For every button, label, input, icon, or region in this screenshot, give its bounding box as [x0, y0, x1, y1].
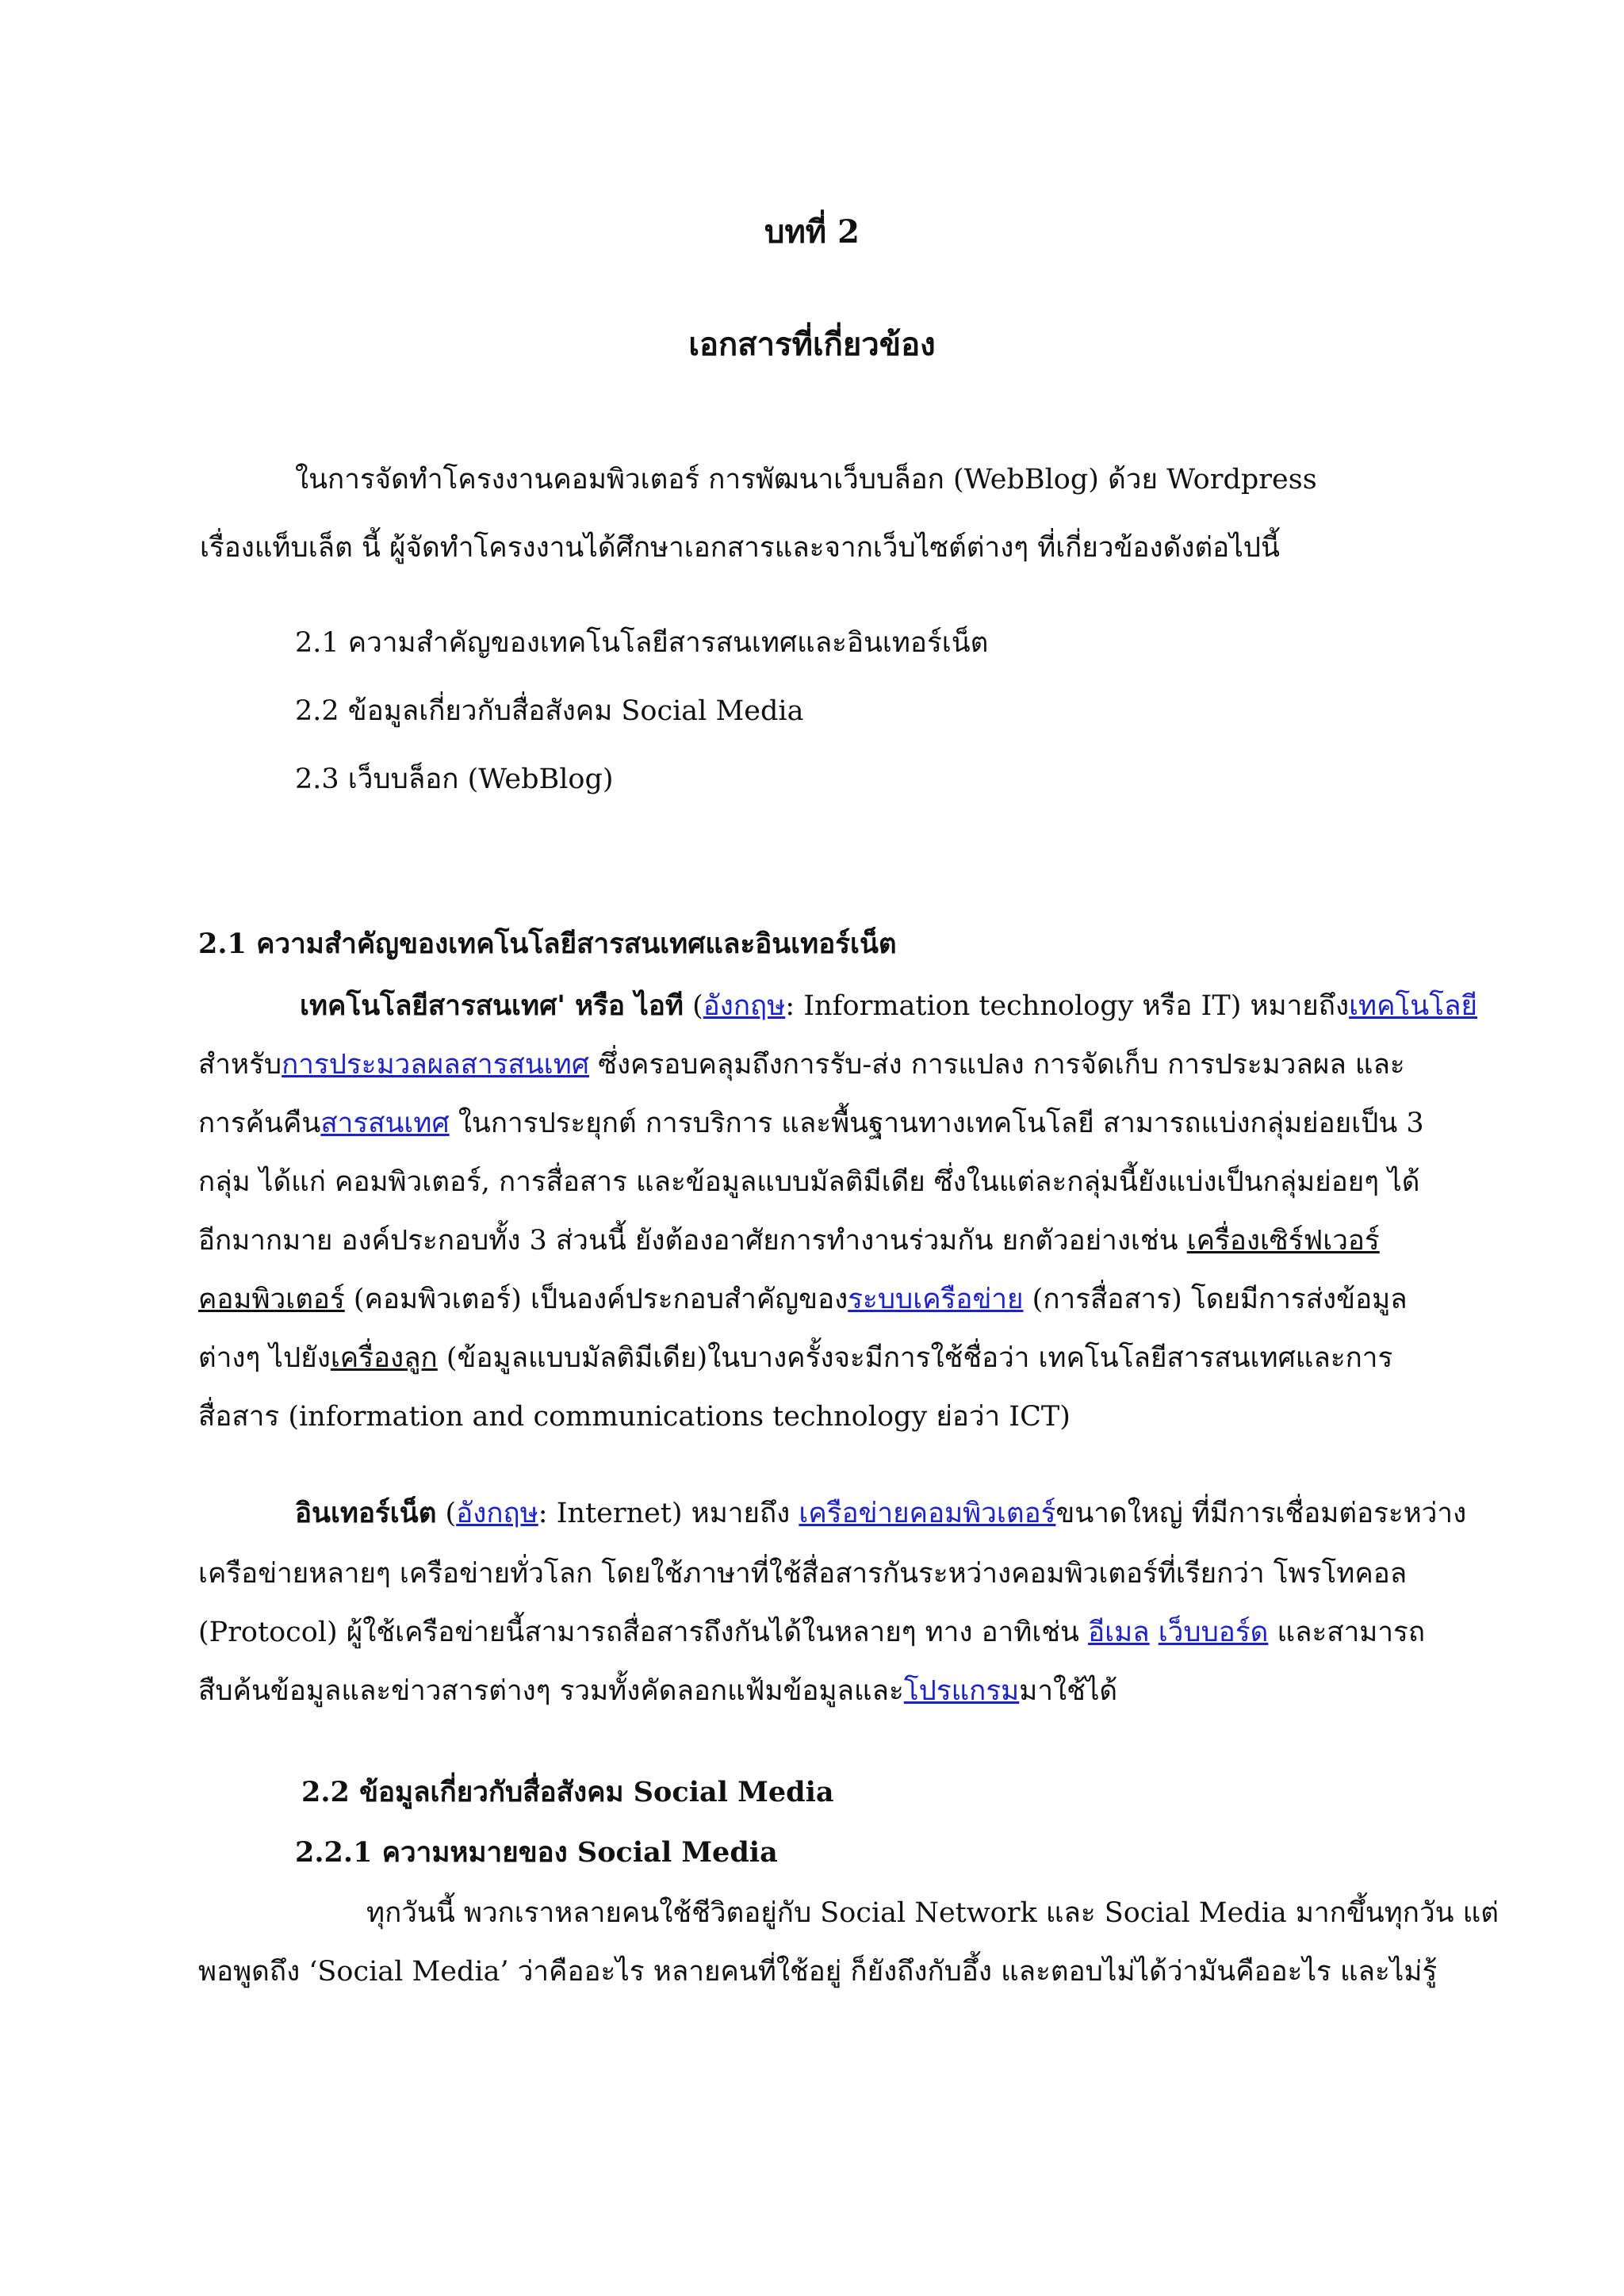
- toc-item-2-3: 2.3 เว็บบล็อก (WebBlog): [295, 763, 614, 795]
- link-technology[interactable]: เทคโนโลยี: [1349, 990, 1477, 1022]
- chapter-number: บทที่ 2: [764, 213, 860, 251]
- section-2-1-heading: 2.1 ความสำคัญของเทคโนโลยีสารสนเทศและอินเทอร์เน็ต: [198, 928, 897, 960]
- p1-line-1: เทคโนโลยีสารสนเทศ' หรือ ไอที (อังกฤษ: Information technology หรือ IT) หมายถึงเทคโนโลยี: [300, 989, 1477, 1022]
- link-english-2[interactable]: อังกฤษ: [456, 1498, 538, 1529]
- p1-line-2: สำหรับการประมวลผลสารสนเทศ ซึ่งครอบคลุมถึงการรับ-ส่ง การแปลง การจัดเก็บ การประมวลผล และ: [198, 1049, 1405, 1081]
- p2-line-2: เครือข่ายหลายๆ เครือข่ายทั่วโลก โดยใช้ภาษาที่ใช้สื่อสารกันระหว่างคอมพิวเตอร์ที่เรียกว่า โพรโทคอล: [198, 1558, 1408, 1590]
- intro-line-1: ในการจัดทำโครงงานคอมพิวเตอร์ การพัฒนาเว็บบล็อก (WebBlog) ด้วย Wordpress: [295, 464, 1317, 496]
- link-computer-network[interactable]: เครือข่ายคอมพิวเตอร์: [799, 1498, 1056, 1529]
- link-webboard[interactable]: เว็บบอร์ด: [1158, 1617, 1269, 1648]
- term-internet: อินเทอร์เน็ต: [295, 1497, 437, 1529]
- p1-line-6: คอมพิวเตอร์ (คอมพิวเตอร์) เป็นองค์ประกอบสำคัญของระบบเครือข่าย (การสื่อสาร) โดยมีการส่งข้อมูล: [198, 1284, 1408, 1315]
- p2-line-1: อินเทอร์เน็ต (อังกฤษ: Internet) หมายถึง เครือข่ายคอมพิวเตอร์ขนาดใหญ่ ที่มีการเชื่อมต่อระหว่าง: [295, 1497, 1467, 1529]
- p1-line-8: สื่อสาร (information and communications technology ย่อว่า ICT): [198, 1401, 1071, 1433]
- s2-line-2: พอพูดถึง ‘Social Media’ ว่าคืออะไร หลายคนที่ใช้อยู่ ก็ยังถึงกับอึ้ง และตอบไม่ได้ว่ามันคืออะไร และไม่รู้: [198, 1956, 1438, 1988]
- term-computer: คอมพิวเตอร์: [198, 1284, 345, 1315]
- section-2-2-1-heading: 2.2.1 ความหมายของ Social Media: [295, 1836, 778, 1869]
- intro-line-2: เรื่องแท็บเล็ต นี้ ผู้จัดทำโครงงานได้ศึกษาเอกสารและจากเว็บไซต์ต่างๆ ที่เกี่ยวข้องดังต่อไปนี้: [200, 532, 1280, 564]
- link-english[interactable]: อังกฤษ: [703, 990, 786, 1022]
- term-it: เทคโนโลยีสารสนเทศ' หรือ ไอที: [300, 989, 684, 1022]
- chapter-title: เอกสารที่เกี่ยวข้อง: [688, 326, 936, 363]
- section-2-2-heading: 2.2 ข้อมูลเกี่ยวกับสื่อสังคม Social Media: [301, 1776, 834, 1808]
- link-information-processing[interactable]: การประมวลผลสารสนเทศ: [282, 1049, 590, 1081]
- p2-line-4: สืบค้นข้อมูลและข่าวสารต่างๆ รวมทั้งคัดลอกแฟ้มข้อมูลและโปรแกรมมาใช้ได้: [198, 1675, 1118, 1707]
- toc-item-2-2: 2.2 ข้อมูลเกี่ยวกับสื่อสังคม Social Media: [295, 695, 804, 727]
- p1-line-3: การค้นคืนสารสนเทศ ในการประยุกต์ การบริการ และพื้นฐานทางเทคโนโลยี สามารถแบ่งกลุ่มย่อยเป็น 3: [198, 1108, 1424, 1139]
- term-client: เครื่องลูก: [330, 1342, 438, 1374]
- term-server: เครื่องเซิร์ฟเวอร์: [1186, 1225, 1380, 1257]
- link-program[interactable]: โปรแกรม: [903, 1675, 1020, 1707]
- p1-line-7: ต่างๆ ไปยังเครื่องลูก (ข้อมูลแบบมัลติมีเดีย)ในบางครั้งจะมีการใช้ชื่อว่า เทคโนโลยีสารสนเทศและการ: [198, 1342, 1393, 1374]
- link-email[interactable]: อีเมล: [1088, 1617, 1150, 1648]
- p2-line-3: (Protocol) ผู้ใช้เครือข่ายนี้สามารถสื่อสารถึงกันได้ในหลายๆ ทาง อาทิเช่น อีเมล เว็บบอร์ด และสามารถ: [198, 1617, 1426, 1648]
- s2-line-1: ทุกวันนี้ พวกเราหลายคนใช้ชีวิตอยู่กับ Social Network และ Social Media มากขึ้นทุกวัน แต่: [366, 1897, 1499, 1929]
- link-information[interactable]: สารสนเทศ: [320, 1108, 450, 1139]
- link-network-system[interactable]: ระบบเครือข่าย: [848, 1284, 1024, 1315]
- p1-line-4: กลุ่ม ได้แก่ คอมพิวเตอร์, การสื่อสาร และข้อมูลแบบมัลติมีเดีย ซึ่งในแต่ละกลุ่มนี้ยังแบ่งเป็นกลุ่มย่อยๆ ได้: [198, 1166, 1420, 1198]
- p1-line-5: อีกมากมาย องค์ประกอบทั้ง 3 ส่วนนี้ ยังต้องอาศัยการทำงานร่วมกัน ยกตัวอย่างเช่น เครื่องเซิร์ฟเวอร์: [198, 1225, 1380, 1257]
- toc-item-2-1: 2.1 ความสำคัญของเทคโนโลยีสารสนเทศและอินเทอร์เน็ต: [295, 627, 989, 659]
